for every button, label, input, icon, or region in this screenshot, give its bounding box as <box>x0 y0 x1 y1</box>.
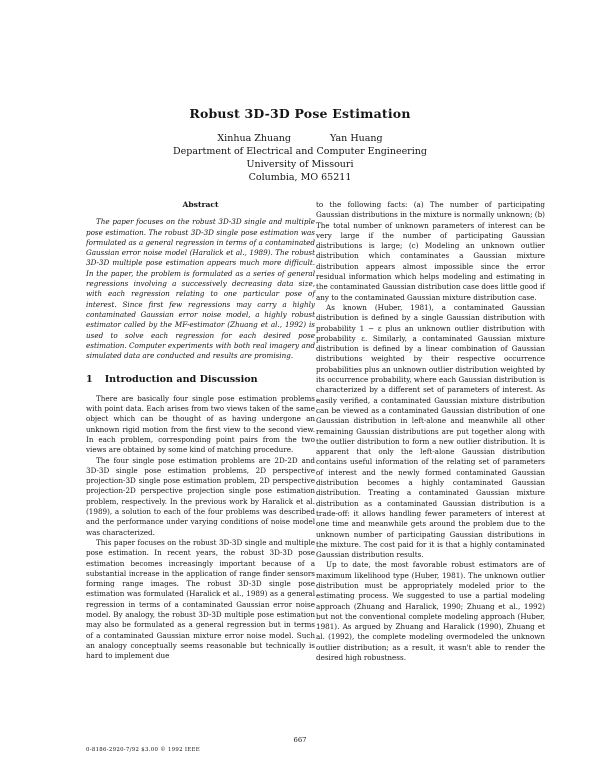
body-paragraph: Up to date, the most favorable robust estimators are of maximum likelihood type (Huber, 1981). The unknown outlier distribution must be appropriately modeled prior to the estimating process. We suggested to use a partial modeling approach (Zhuang and Haralick, 1990; Zhuang et al., 1992) but not the conventional complete modeling approach (Huber, 1981). As argued by Zhuang and Haralick (1990), Zhuang et al. (1992), the complete modeling overmodeled the unknown outlier distribution; as a result, it wasn't able to render the desired high robustness. <box>316 560 545 663</box>
body-paragraph: As known (Huber, 1981), a contaminated Gaussian distribution is defined by a single Gaussian distribution with probability 1 − ε plus an unknown outlier distribution with probability ε. Similarly, a contaminated Gaussian mixture distribution is defined by a linear combination of Gaussian distributions weighted by their respective occurrence probabilities plus an unknown outlier distribution weighted by its occurrence probability, where each Gaussian distribution is characterized by a different set of parameters of interest. As easily verified, a contaminated Gaussian mixture distribution can be viewed as a contaminated Gaussian distribution of one Gaussian distribution in left-alone and meanwhile all other remaining Gaussian distributions are put together along with the outlier distribution to form a new outlier distribution. It is apparent that only the left-alone Gaussian distribution contains useful information of the relating set of parameters of interest and the newly formed contaminated Gaussian distribution becomes a highly contaminated Gaussian distribution. Treating a contaminated Gaussian mixture distribution as a contaminated Gaussian distribution is a trade-off: it allows handling fewer parameters of interest at one time and meanwhile gets around the problem due to the unknown number of participating Gaussian distributions in the mixture. The cost paid for it is that a highly contaminated Gaussian distribution results. <box>316 302 545 560</box>
body-paragraph: There are basically four single pose estimation problems with point data. Each arises from two views taken of the same object which can be thought of as having undergone an unknown rigid motion from the first view to the second view. In each problem, corresponding point pairs from the two views are obtained by some kind of matching procedure. <box>86 393 315 455</box>
affiliation-line: Columbia, MO 65211 <box>248 172 352 183</box>
paper-title: Robust 3D-3D Pose Estimation <box>189 106 411 121</box>
section-heading <box>86 375 315 385</box>
left-column <box>86 200 315 661</box>
abstract-heading: Abstract <box>182 200 219 209</box>
body-paragraph: This paper focuses on the robust 3D-3D single and multiple pose estimation. In recent years, the robust 3D-3D pose estimation becomes increasingly important because of a substantial increase in the application of range finder sensors forming range images. The robust 3D-3D single pose estimation was formulated (Haralick et al., 1989) as a general regression in terms of a contaminated Gaussian error noise model. By analogy, the robust 3D-3D multiple pose estimation may also be formulated as a general regression but in terms of a contaminated Gaussian mixture error noise model. Such an analogy conceptually seems reasonable but technically is hard to implement due <box>86 537 315 661</box>
section-number: 1 <box>86 374 93 386</box>
body-paragraph: to the following facts: (a) The number of participating Gaussian distributions in the mixture is normally unknown; (b) The total number of unknown parameters of interest can be very large if the number of participating Gaussian distributions is large; (c) Modeling an unknown outlier distribution which contaminates a Gaussian mixture distribution appears almost impossible since the error residual information which helps modeling and estimating in the contaminated Gaussian distribution case does little good if any to the contaminated Gaussian mixture distribution case. <box>316 200 545 302</box>
affiliation-line: Department of Electrical and Computer Engineering <box>173 146 427 157</box>
copyright-footer: 0-8186-2920-7/92 $3.00 © 1992 IEEE <box>86 747 200 753</box>
author-block <box>0 132 600 184</box>
abstract-text: The paper focuses on the robust 3D-3D single and multiple pose estimation. The robust 3D-3D single pose estimation was formulated as a general regression in terms of a contaminated Gaussian error noise model (Haralick et al., 1989). The robust 3D-3D multiple pose estimation appears much more difficult. In the paper, the problem is formulated as a series of general regressions involving a successively decreasing data size, with each regression relating to one particular pose of interest. Since first few regressions may carry a highly contaminated Gaussian error noise model, a highly robust estimator called by the MF-estimator (Zhuang et al., 1992) is used to solve each regression for each desired pose estimation. Computer experiments with both real imagery and simulated data are conducted and results are promising. <box>86 217 315 361</box>
right-column <box>316 200 545 663</box>
affiliation-line: University of Missouri <box>246 159 354 170</box>
page-number: 667 <box>293 736 307 744</box>
author-name: Yan Huang <box>329 133 383 144</box>
section-title: Introduction and Discussion <box>104 374 258 386</box>
author-name: Xinhua Zhuang <box>217 133 291 144</box>
body-paragraph: The four single pose estimation problems are 2D-2D and 3D-3D single pose estimation problems, 2D perspective projection-3D single pose estimation problem, 2D perspective projection-2D perspective projection single pose estimation problem, respectively. In the previous work by Haralick et al. (1989), a solution to each of the four problems was described and the performance under varying conditions of noise model was characterized. <box>86 455 315 537</box>
author-names <box>0 132 600 145</box>
